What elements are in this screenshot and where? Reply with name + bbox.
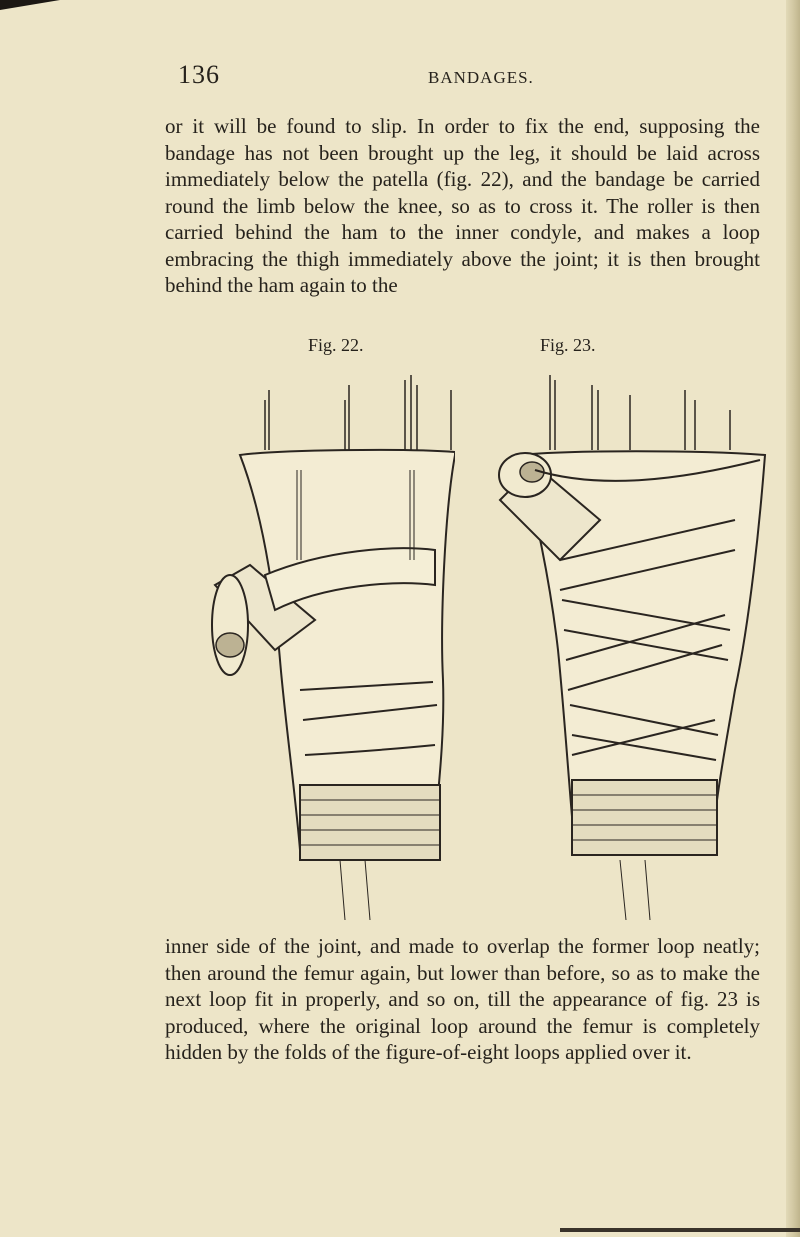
page-edge <box>786 0 800 1237</box>
bottom-rule <box>560 1228 800 1232</box>
figure-caption-22: Fig. 22. <box>308 335 364 355</box>
figure-caption-23: Fig. 23. <box>540 335 596 355</box>
running-head <box>178 60 778 94</box>
corner-mark <box>0 0 60 10</box>
body-paragraph-bottom: inner side of the joint, and made to overlap the former loop neatly; then around the femur again, but lower than before, so as to make the next loop fit in properly, and so on, till the appearance of fig. 23 is produced, where the original loop around the femur is completely hidden by the folds of the figure-of-eight loops applied over it. <box>165 934 760 1064</box>
body-paragraph-top: or it will be found to slip. In order to fix the end, supposing the bandage has not been brought up the leg, it should be laid across immediately below the patella (fig. 22), and the bandage be carried round the limb below the knee, so as to cross it. The roller is then carried behind the ham to the inner condyle, and makes a loop embracing the thigh immediately above the joint; it is then brought behind the ham again to the <box>165 114 760 297</box>
figure-23-illustration <box>480 360 780 920</box>
page-number: 136 <box>178 60 220 89</box>
figure-22-illustration <box>205 360 455 920</box>
section-title: BANDAGES. <box>428 68 534 87</box>
